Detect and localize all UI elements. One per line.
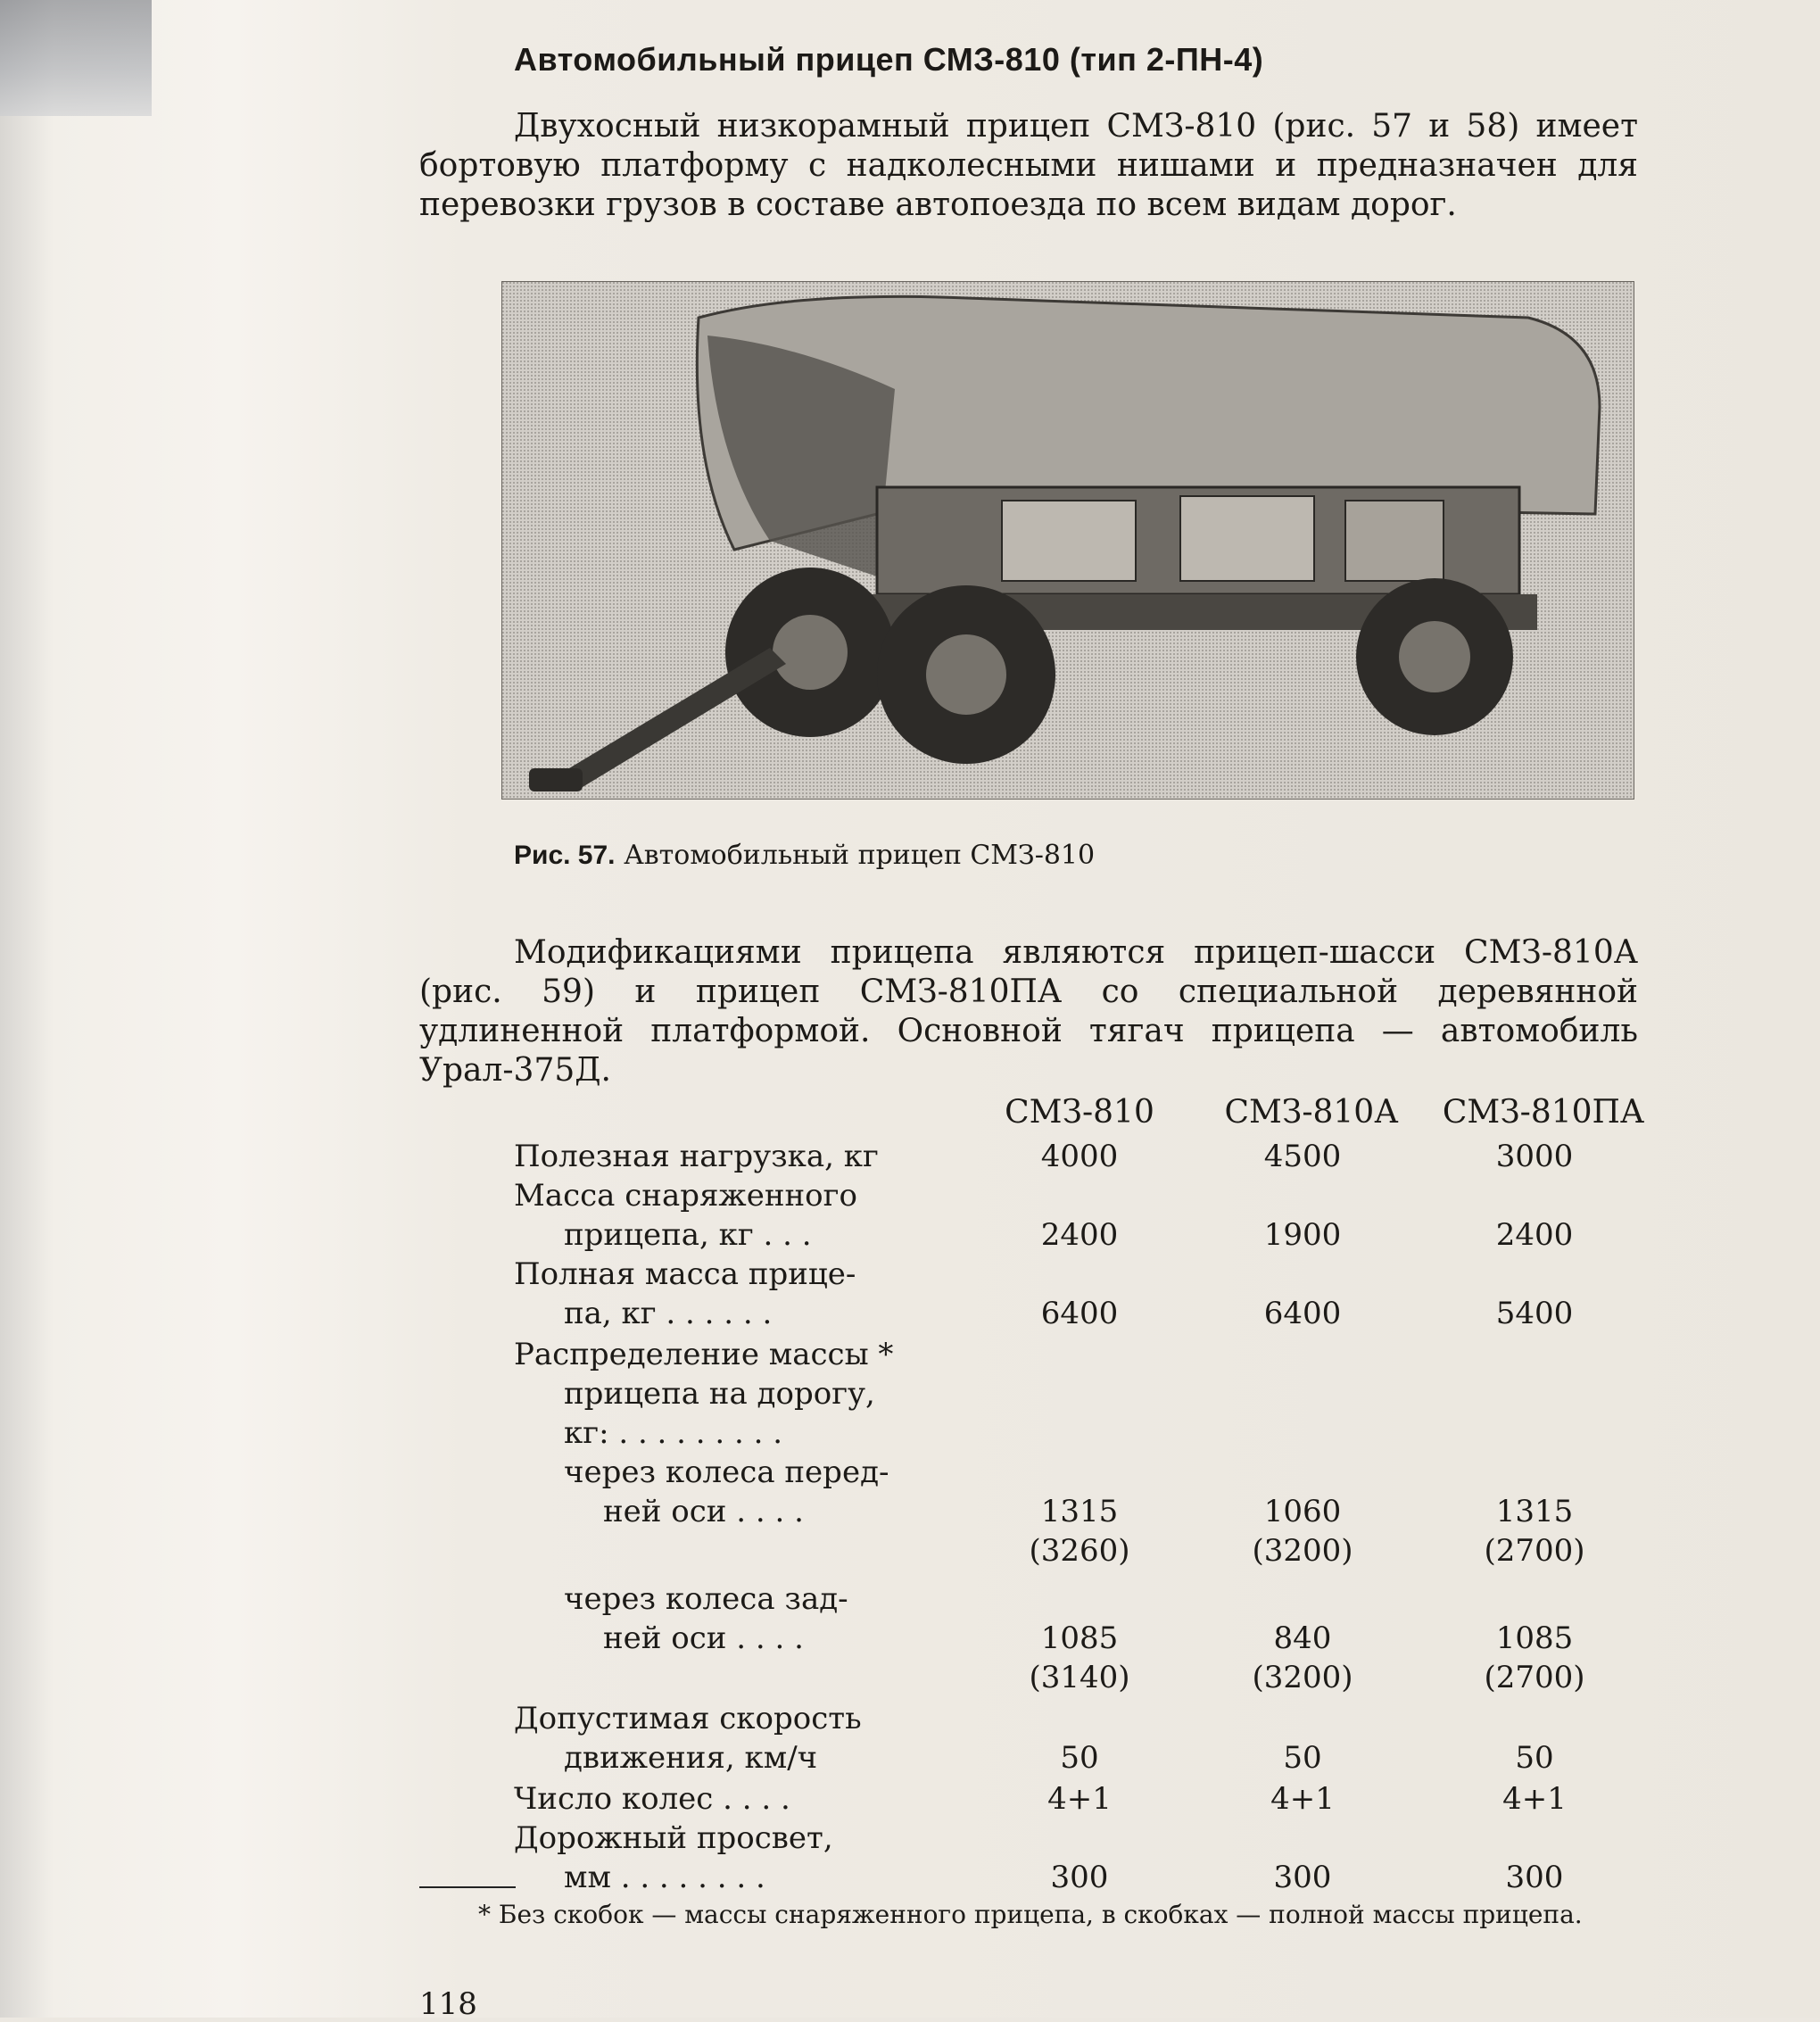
row-label: через колеса перед-	[564, 1454, 889, 1490]
footnote-rule	[419, 1886, 516, 1888]
trailer-photo-icon	[502, 282, 1634, 799]
cell-value: (2700)	[1484, 1533, 1585, 1569]
row-label: кг: . . . . . . . . .	[564, 1415, 783, 1451]
cell-value: (3140)	[1029, 1660, 1130, 1695]
row-label: Распределение массы *	[514, 1337, 894, 1372]
cell-value: 4500	[1263, 1139, 1342, 1174]
cell-value: 50	[1060, 1740, 1099, 1776]
col-header-smz810pa: СМЗ-810ПА	[1442, 1094, 1645, 1131]
row-label: Число колес . . . .	[514, 1781, 790, 1817]
cell-value: 1900	[1263, 1217, 1342, 1253]
cell-value: 300	[1050, 1860, 1109, 1895]
cell-value: 2400	[1495, 1217, 1574, 1253]
row-label: прицепа на дорогу,	[564, 1376, 875, 1412]
cell-value: 1315	[1040, 1494, 1119, 1529]
cell-value: 4+1	[1502, 1781, 1567, 1817]
binding-shadow	[0, 0, 152, 116]
row-label: прицепа, кг . . .	[564, 1217, 812, 1253]
cell-value: (2700)	[1484, 1660, 1585, 1695]
intro-paragraph: Двухосный низкорамный прицеп СМЗ-810 (рис. 57 и 58) имеет бортовую платформу с надколесными нишами и предназначен для перевозки грузов в составе автопоезда по всем видам дорог.	[419, 108, 1638, 223]
cell-value: 1085	[1495, 1620, 1574, 1656]
footnote: * Без скобок — массы снаряженного прицепа, в скобках — полной массы прицепа.	[478, 1900, 1583, 1929]
row-label: Полная масса прице-	[514, 1256, 856, 1292]
cell-value: 1085	[1040, 1620, 1119, 1656]
cell-value: 4+1	[1047, 1781, 1112, 1817]
trailer-photo	[501, 281, 1634, 800]
cell-value: 2400	[1040, 1217, 1119, 1253]
cell-value: (3200)	[1252, 1660, 1353, 1695]
row-label: ней оси . . . .	[603, 1620, 804, 1656]
cell-value: 840	[1273, 1620, 1332, 1656]
cell-value: 4+1	[1270, 1781, 1335, 1817]
cell-value: 6400	[1263, 1296, 1342, 1331]
row-label: Допустимая скорость	[514, 1701, 862, 1736]
row-label: па, кг . . . . . .	[564, 1296, 773, 1331]
cell-value: 50	[1283, 1740, 1322, 1776]
cell-value: (3260)	[1029, 1533, 1130, 1569]
row-label: Полезная нагрузка, кг	[514, 1139, 879, 1174]
figure-caption	[514, 840, 1095, 871]
col-header-smz810: СМЗ-810	[1005, 1094, 1154, 1131]
modifications-paragraph: Модификациями прицепа являются прицеп-шасси СМЗ-810А (рис. 59) и прицеп СМЗ-810ПА со специальной деревянной удлиненной платформой. Основной тягач прицепа — автомобиль Урал-375Д.	[419, 934, 1638, 1089]
section-title: Автомобильный прицеп СМЗ-810 (тип 2-ПН-4)	[514, 41, 1264, 78]
row-label: мм . . . . . . . .	[564, 1860, 765, 1895]
cell-value: 3000	[1495, 1139, 1574, 1174]
cell-value: 300	[1505, 1860, 1564, 1895]
cell-value: (3200)	[1252, 1533, 1353, 1569]
cell-value: 4000	[1040, 1139, 1119, 1174]
cell-value: 5400	[1495, 1296, 1574, 1331]
figure-caption-text: Автомобильный прицеп СМЗ-810	[624, 840, 1096, 871]
row-label: движения, км/ч	[564, 1740, 818, 1776]
cell-value: 50	[1515, 1740, 1554, 1776]
cell-value: 1315	[1495, 1494, 1574, 1529]
row-label: ней оси . . . .	[603, 1494, 804, 1529]
row-label: через колеса зад-	[564, 1581, 848, 1617]
row-label: Дорожный просвет,	[514, 1820, 833, 1856]
col-header-smz810a: СМЗ-810А	[1224, 1094, 1399, 1131]
cell-value: 6400	[1040, 1296, 1119, 1331]
figure-caption-label: Рис. 57.	[514, 841, 616, 870]
cell-value: 1060	[1263, 1494, 1342, 1529]
cell-value: 300	[1273, 1860, 1332, 1895]
row-label: Масса снаряженного	[514, 1178, 857, 1214]
page-number: 118	[419, 1986, 477, 2022]
